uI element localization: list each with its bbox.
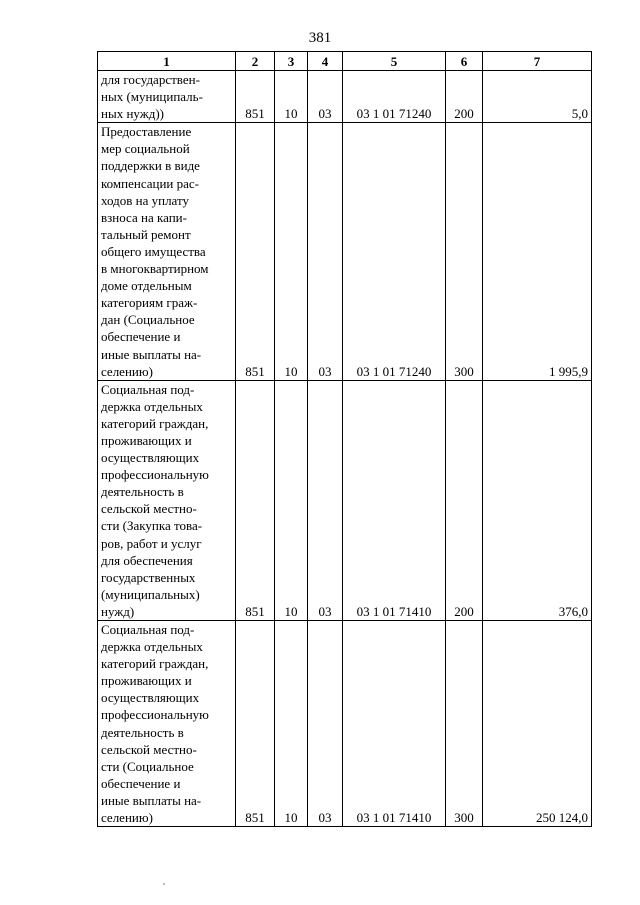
row-expense-type: 300: [446, 123, 483, 380]
row-section: 10: [275, 123, 308, 380]
row-expense-type: 200: [446, 71, 483, 123]
row-description: для государствен- ных (муниципаль- ных нужд)): [98, 71, 236, 123]
row-section: 10: [275, 621, 308, 827]
header-col-4: 4: [308, 52, 343, 71]
header-col-5: 5: [343, 52, 446, 71]
row-admin-code: 851: [236, 123, 275, 380]
row-subsection: 03: [308, 123, 343, 380]
row-target-article: 03 1 01 71410: [343, 621, 446, 827]
header-col-2: 2: [236, 52, 275, 71]
table-row: [98, 71, 592, 123]
page-number: 381: [308, 30, 332, 46]
budget-table: [97, 51, 592, 827]
row-expense-type: 300: [446, 621, 483, 827]
scan-artifact: [163, 883, 165, 885]
row-description: Предоставление мер социальной поддержки в виде компенсации рас- ходов на уплату взноса на капи- тальный ремонт общего имущества в многоквартирном доме отдельным категориям граж- дан (Социальное обеспечение и иные выплаты на- селению): [98, 123, 236, 380]
row-admin-code: 851: [236, 621, 275, 827]
row-expense-type: 200: [446, 380, 483, 620]
row-amount: 5,0: [483, 71, 592, 123]
row-target-article: 03 1 01 71240: [343, 123, 446, 380]
row-admin-code: 851: [236, 71, 275, 123]
header-col-7: 7: [483, 52, 592, 71]
row-description: Социальная под- держка отдельных категорий граждан, проживающих и осуществляющих профессиональную деятельность в сельской местно- сти (Закупка това- ров, работ и услуг для обеспечения государственных (муниципальных) нужд): [98, 380, 236, 620]
row-target-article: 03 1 01 71410: [343, 380, 446, 620]
header-col-1: 1: [98, 52, 236, 71]
row-amount: 1 995,9: [483, 123, 592, 380]
row-admin-code: 851: [236, 380, 275, 620]
table-row: [98, 380, 592, 620]
row-target-article: 03 1 01 71240: [343, 71, 446, 123]
header-col-3: 3: [275, 52, 308, 71]
table-row: [98, 621, 592, 827]
row-subsection: 03: [308, 621, 343, 827]
row-subsection: 03: [308, 71, 343, 123]
row-subsection: 03: [308, 380, 343, 620]
header-row: [98, 52, 592, 71]
row-amount: 250 124,0: [483, 621, 592, 827]
row-description: Социальная под- держка отдельных категорий граждан, проживающих и осуществляющих профессиональную деятельность в сельской местно- сти (Социальное обеспечение и иные выплаты на- селению): [98, 621, 236, 827]
header-col-6: 6: [446, 52, 483, 71]
row-section: 10: [275, 380, 308, 620]
table-row: [98, 123, 592, 380]
row-amount: 376,0: [483, 380, 592, 620]
row-section: 10: [275, 71, 308, 123]
